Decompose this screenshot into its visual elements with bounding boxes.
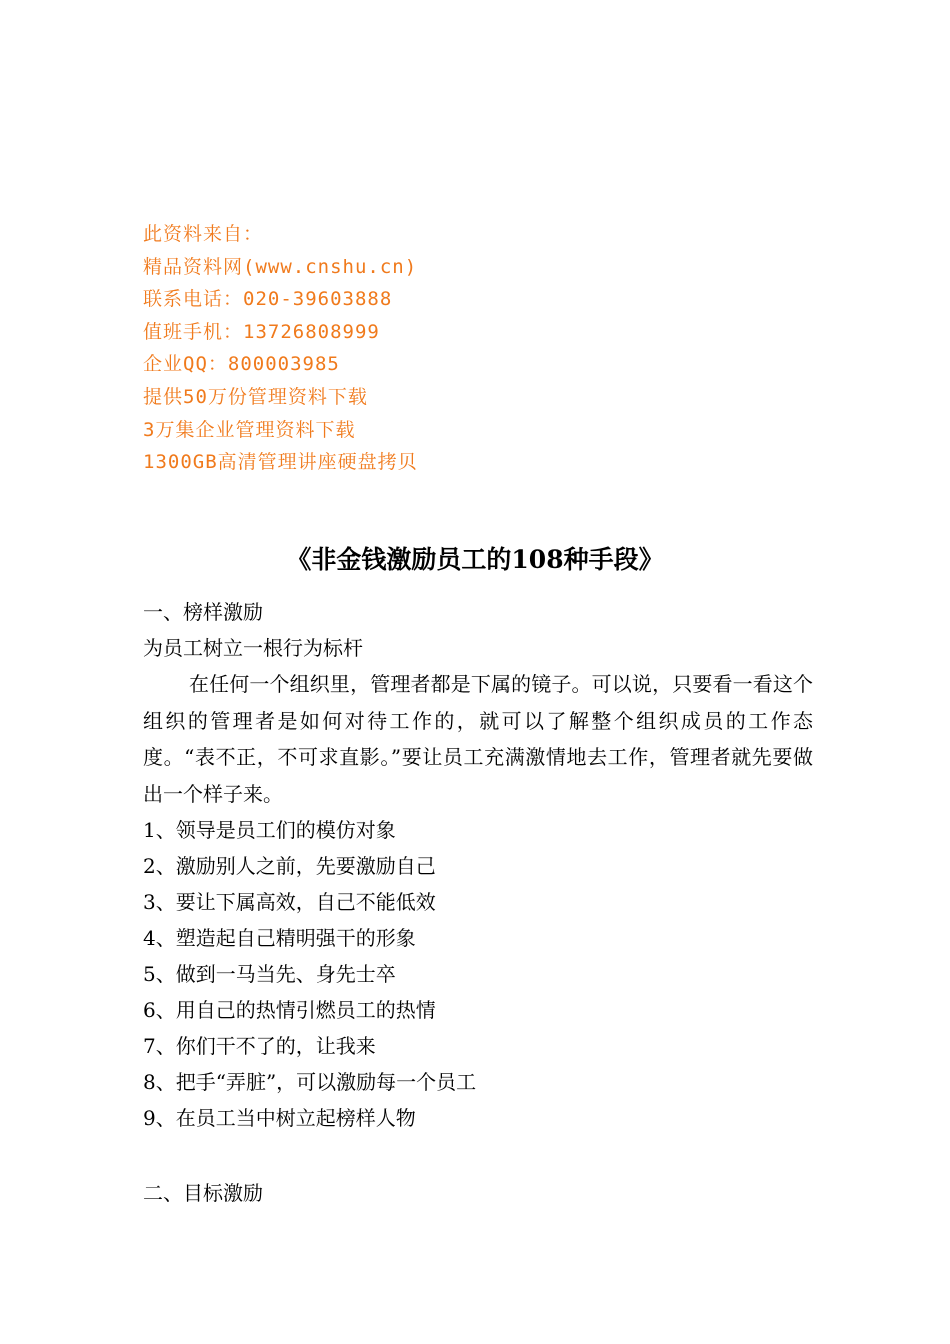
document-title: 《非金钱激励员工的108种手段》 [286, 545, 664, 574]
list-item: 5、做到一马当先、身先士卒 [143, 962, 396, 986]
list-item: 9、在员工当中树立起榜样人物 [143, 1106, 416, 1130]
section-1 [143, 594, 813, 1136]
section-paragraph: 在任何一个组织里，管理者都是下属的镜子。可以说，只要看一看这个组织的管理者是如何对待工作的，就可以了解整个组织成员的工作态度。“表不正，不可求直影。”要让员工充满激情地去工作，管理者就先要做出一个样子来。 [143, 672, 813, 806]
list-item: 8、把手“弄脏”，可以激励每一个员工 [143, 1070, 477, 1094]
section-heading: 二、目标激励 [143, 1181, 263, 1205]
item-list [143, 812, 813, 1136]
section-heading: 一、榜样激励 [143, 600, 263, 624]
source-line: 精品资料网(www.cnshu.cn) [143, 255, 418, 278]
section-subheading: 为员工树立一根行为标杆 [143, 636, 363, 660]
list-item: 7、你们干不了的，让我来 [143, 1034, 376, 1058]
list-item: 1、领导是员工们的模仿对象 [143, 818, 396, 842]
section-2 [143, 1175, 813, 1211]
list-item: 2、激励别人之前，先要激励自己 [143, 854, 436, 878]
list-item: 6、用自己的热情引燃员工的热情 [143, 998, 436, 1022]
list-item: 4、塑造起自己精明强干的形象 [143, 926, 416, 950]
list-item: 3、要让下属高效，自己不能低效 [143, 890, 436, 914]
source-line: 值班手机：13726808999 [143, 320, 380, 343]
source-info-block [143, 218, 418, 479]
source-line: 联系电话：020-39603888 [143, 288, 393, 311]
source-line: 1300GB高清管理讲座硬盘拷贝 [143, 451, 418, 474]
source-line: 企业QQ：800003985 [143, 353, 340, 376]
source-line: 3万集企业管理资料下载 [143, 418, 356, 441]
source-line: 此资料来自： [143, 223, 264, 245]
source-line: 提供50万份管理资料下载 [143, 385, 368, 408]
